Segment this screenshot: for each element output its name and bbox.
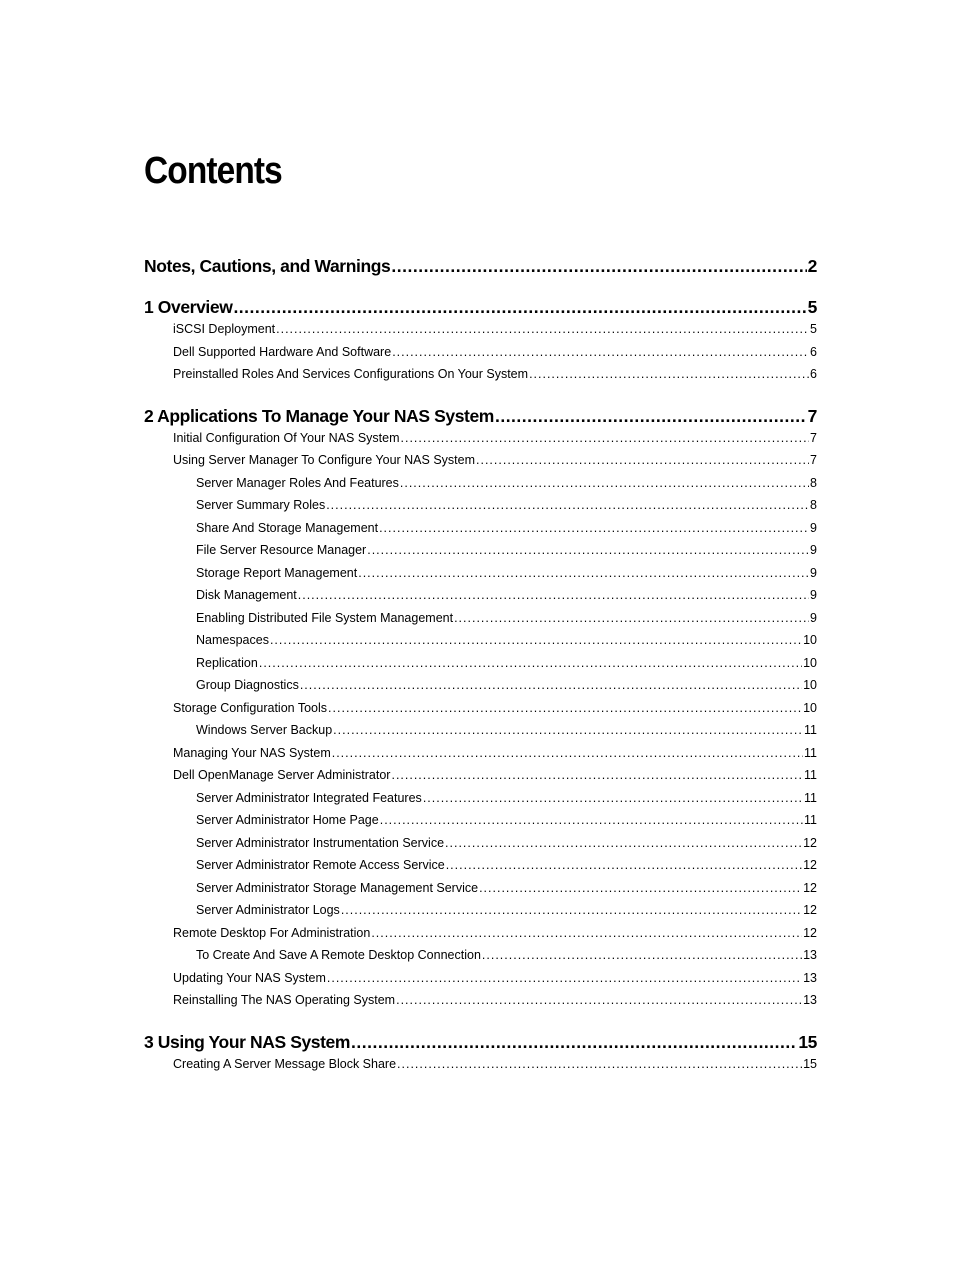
toc-entry[interactable] xyxy=(144,989,817,1012)
toc-entry[interactable] xyxy=(144,674,817,697)
toc-entry[interactable] xyxy=(144,787,817,810)
toc-entry[interactable] xyxy=(144,1053,817,1076)
toc-entry-title: Initial Configuration Of Your NAS System xyxy=(173,430,400,445)
toc-entry[interactable] xyxy=(144,652,817,675)
toc-leader-dots xyxy=(454,607,809,630)
toc-entry-title: Storage Report Management xyxy=(196,565,358,580)
toc-entry-title: Using Server Manager To Configure Your NAS System xyxy=(173,453,476,467)
toc-entry-page: 13 xyxy=(803,948,817,962)
toc-entry-page: 15 xyxy=(803,1056,817,1071)
toc-leader-dots xyxy=(401,427,810,450)
toc-entry[interactable] xyxy=(144,1031,817,1053)
toc-entry[interactable] xyxy=(144,449,817,472)
toc-leader-dots xyxy=(400,472,809,495)
toc-entry[interactable] xyxy=(144,629,817,652)
toc-entry-title: Updating Your NAS System xyxy=(173,970,326,985)
toc-entry[interactable] xyxy=(144,809,817,832)
toc-entry-title: Server Summary Roles xyxy=(196,498,326,512)
toc-entry-page: 12 xyxy=(803,925,817,940)
toc-entry-page: 15 xyxy=(798,1031,817,1052)
toc-entry-page: 5 xyxy=(807,297,817,317)
toc-leader-dots xyxy=(276,318,809,341)
toc-entry[interactable] xyxy=(144,944,817,967)
toc-entry[interactable] xyxy=(144,697,817,720)
table-of-contents xyxy=(144,255,817,1075)
toc-entry-page: 12 xyxy=(803,835,817,850)
toc-entry-title: Server Administrator Instrumentation Service xyxy=(196,835,445,850)
toc-leader-dots xyxy=(341,899,802,922)
toc-leader-dots xyxy=(333,719,803,742)
toc-entry-title: Namespaces xyxy=(196,633,269,647)
toc-entry-page: 2 xyxy=(807,256,817,276)
toc-entry-page: 13 xyxy=(803,993,817,1007)
toc-entry-title: File Server Resource Manager xyxy=(196,543,367,557)
toc-entry-title: Server Manager Roles And Features xyxy=(196,475,399,490)
toc-entry[interactable] xyxy=(144,341,817,364)
toc-entry[interactable] xyxy=(144,427,817,450)
toc-entry-page: 11 xyxy=(804,745,817,760)
toc-entry[interactable] xyxy=(144,405,817,427)
toc-leader-dots xyxy=(300,674,802,697)
toc-entry-title: Server Administrator Remote Access Service xyxy=(196,858,445,872)
toc-entry[interactable] xyxy=(144,494,817,517)
toc-leader-dots xyxy=(380,809,803,832)
toc-entry[interactable] xyxy=(144,922,817,945)
toc-leader-dots xyxy=(482,944,802,967)
toc-entry-page: 9 xyxy=(810,565,817,580)
toc-leader-dots xyxy=(479,877,802,900)
toc-entry[interactable] xyxy=(144,472,817,495)
toc-leader-dots xyxy=(351,1031,797,1053)
toc-entry-page: 9 xyxy=(810,588,817,602)
toc-entry-title: Share And Storage Management xyxy=(196,520,379,535)
toc-entry-title: Replication xyxy=(196,655,258,670)
toc-leader-dots xyxy=(270,629,802,652)
toc-leader-dots xyxy=(371,922,802,945)
toc-entry-title: Server Administrator Integrated Features xyxy=(196,790,422,805)
toc-entry-title: Creating A Server Message Block Share xyxy=(173,1056,397,1071)
toc-entry[interactable] xyxy=(144,764,817,787)
toc-entry[interactable] xyxy=(144,899,817,922)
toc-entry-page: 8 xyxy=(810,475,817,490)
toc-entry-page: 5 xyxy=(810,322,817,336)
toc-entry-title: Dell Supported Hardware And Software xyxy=(173,344,392,359)
toc-leader-dots xyxy=(529,363,809,386)
toc-entry-title: 2 Applications To Manage Your NAS System xyxy=(144,405,494,426)
toc-entry-page: 9 xyxy=(810,543,817,557)
toc-entry[interactable] xyxy=(144,719,817,742)
toc-entry[interactable] xyxy=(144,255,817,277)
toc-leader-dots xyxy=(332,742,803,765)
toc-leader-dots xyxy=(446,854,802,877)
toc-entry[interactable] xyxy=(144,967,817,990)
toc-entry-page: 7 xyxy=(807,405,817,426)
toc-leader-dots xyxy=(397,1053,802,1076)
toc-entry[interactable] xyxy=(144,539,817,562)
toc-leader-dots xyxy=(495,405,807,427)
toc-leader-dots xyxy=(367,539,809,562)
toc-leader-dots xyxy=(396,989,802,1012)
toc-entry-page: 7 xyxy=(810,430,817,445)
toc-entry-page: 6 xyxy=(810,367,817,381)
toc-entry[interactable] xyxy=(144,318,817,341)
toc-entry[interactable] xyxy=(144,296,817,318)
toc-entry-title: Preinstalled Roles And Services Configurations On Your System xyxy=(173,367,529,381)
toc-entry-title: Group Diagnostics xyxy=(196,678,299,692)
toc-entry-title: Remote Desktop For Administration xyxy=(173,925,371,940)
toc-entry-page: 9 xyxy=(810,610,817,625)
toc-leader-dots xyxy=(259,652,802,675)
toc-entry-page: 10 xyxy=(803,678,817,692)
toc-entry-page: 13 xyxy=(803,970,817,985)
toc-leader-dots xyxy=(379,517,809,540)
toc-entry[interactable] xyxy=(144,584,817,607)
toc-leader-dots xyxy=(298,584,809,607)
toc-entry-title: 1 Overview xyxy=(144,297,233,317)
toc-entry-page: 10 xyxy=(803,633,817,647)
toc-entry-title: Server Administrator Storage Management Service xyxy=(196,880,479,895)
toc-leader-dots xyxy=(326,494,809,517)
toc-entry-page: 12 xyxy=(803,903,817,917)
toc-entry[interactable] xyxy=(144,607,817,630)
toc-entry[interactable] xyxy=(144,742,817,765)
toc-entry-page: 12 xyxy=(803,858,817,872)
toc-entry-title: Disk Management xyxy=(196,588,297,602)
toc-entry-page: 11 xyxy=(804,813,817,827)
toc-leader-dots xyxy=(233,296,806,318)
toc-entry[interactable] xyxy=(144,517,817,540)
toc-entry-title: iSCSI Deployment xyxy=(173,322,276,336)
toc-entry[interactable] xyxy=(144,854,817,877)
toc-entry-page: 11 xyxy=(804,723,817,737)
toc-entry-title: Dell OpenManage Server Administrator xyxy=(173,768,391,782)
toc-entry-title: To Create And Save A Remote Desktop Connection xyxy=(196,948,481,962)
toc-entry-page: 12 xyxy=(803,880,817,895)
toc-entry-title: Managing Your NAS System xyxy=(173,745,331,760)
toc-entry-page: 7 xyxy=(810,453,817,467)
toc-entry-page: 9 xyxy=(810,520,817,535)
toc-leader-dots xyxy=(327,967,802,990)
toc-leader-dots xyxy=(476,449,809,472)
toc-entry[interactable] xyxy=(144,562,817,585)
toc-leader-dots xyxy=(391,255,806,277)
toc-leader-dots xyxy=(328,697,802,720)
toc-entry[interactable] xyxy=(144,363,817,386)
toc-entry-title: Storage Configuration Tools xyxy=(173,700,328,715)
toc-entry-title: Windows Server Backup xyxy=(196,723,333,737)
toc-entry-page: 6 xyxy=(810,344,817,359)
toc-entry[interactable] xyxy=(144,877,817,900)
toc-entry-title: Server Administrator Logs xyxy=(196,903,340,917)
toc-leader-dots xyxy=(423,787,803,810)
toc-entry-page: 10 xyxy=(803,700,817,715)
toc-leader-dots xyxy=(391,764,803,787)
toc-entry-title: Notes, Cautions, and Warnings xyxy=(144,256,391,276)
toc-entry-title: Reinstalling The NAS Operating System xyxy=(173,993,396,1007)
toc-entry-title: Server Administrator Home Page xyxy=(196,813,379,827)
page-title: Contents xyxy=(144,150,282,192)
toc-entry-page: 11 xyxy=(804,768,817,782)
toc-entry[interactable] xyxy=(144,832,817,855)
toc-entry-title: Enabling Distributed File System Management xyxy=(196,610,454,625)
toc-leader-dots xyxy=(445,832,802,855)
toc-leader-dots xyxy=(358,562,809,585)
toc-leader-dots xyxy=(392,341,809,364)
toc-entry-title: 3 Using Your NAS System xyxy=(144,1031,351,1052)
toc-entry-page: 8 xyxy=(810,498,817,512)
toc-entry-page: 11 xyxy=(804,790,817,805)
toc-entry-page: 10 xyxy=(803,655,817,670)
